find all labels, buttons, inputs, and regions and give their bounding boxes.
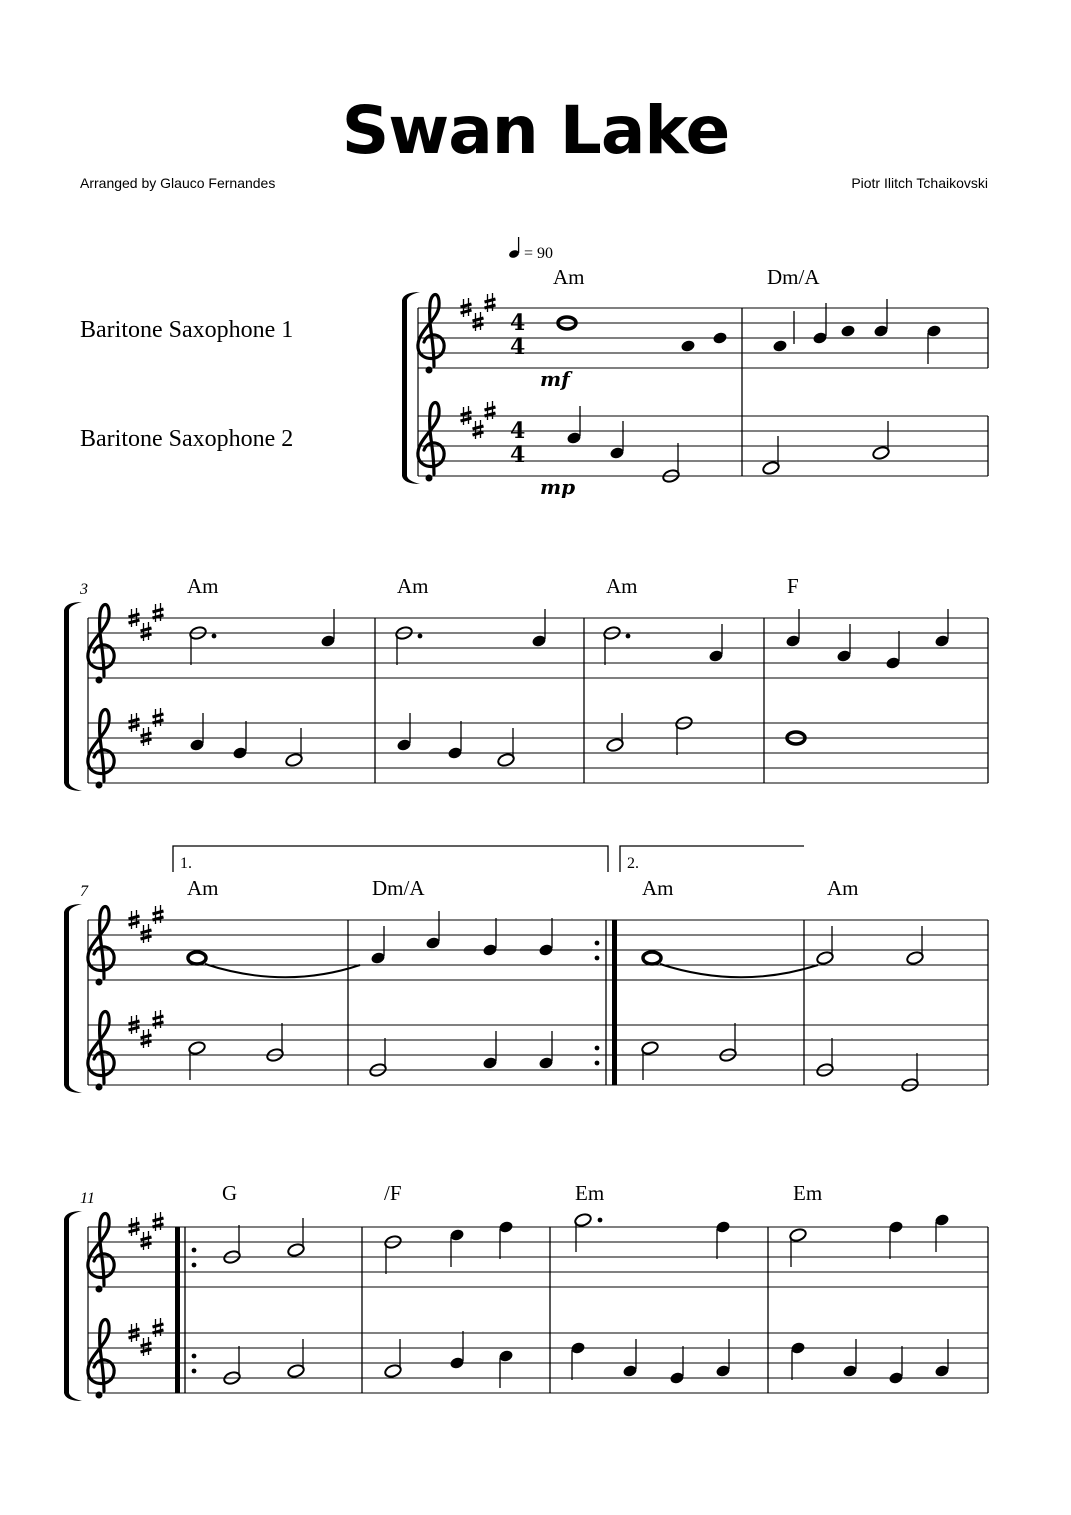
system-3-brace (64, 904, 88, 1093)
chord-symbol: Dm/A (767, 265, 820, 289)
time-sig-bottom-1: 4 (510, 334, 526, 360)
chord-symbol: F (787, 574, 799, 598)
volta-2: 2. (627, 855, 639, 872)
chord-symbols-system-3 (187, 876, 859, 900)
chord-symbol: Em (575, 1181, 605, 1205)
key-signatures-system-4 (129, 1212, 164, 1356)
measure-number: 3 (80, 581, 88, 598)
time-sig-top-2: 4 (510, 418, 526, 444)
dynamics (540, 367, 575, 499)
key-signatures-system-1 (461, 293, 496, 439)
system-4-brace (64, 1211, 88, 1401)
notes-system-3 (188, 911, 925, 1093)
chord-symbols-system-4 (222, 1181, 822, 1205)
system-3 (88, 920, 988, 1085)
instrument-name-2: Baritone Saxophone 2 (80, 426, 294, 452)
tempo-marking (508, 237, 553, 262)
dynamic-mf: mf (540, 367, 570, 391)
notes-system-4 (223, 1212, 950, 1388)
chord-symbol: Em (793, 1181, 823, 1205)
chord-symbol: Am (827, 876, 859, 900)
composer-credit: Piotr Ilitch Tchaikovski (851, 175, 988, 191)
key-signatures-system-2 (129, 603, 164, 746)
clefs-system-4 (88, 1214, 114, 1399)
notes-system-1 (558, 299, 942, 484)
chord-symbol: Am (642, 876, 674, 900)
system-2-brace (64, 602, 88, 791)
dynamic-mp: mp (540, 475, 576, 499)
volta-brackets (173, 846, 804, 872)
time-sig-top-1: 4 (510, 310, 526, 336)
chord-symbol: G (222, 1181, 238, 1205)
instrument-name-1: Baritone Saxophone 1 (80, 317, 294, 343)
chord-symbol: Am (553, 265, 585, 289)
chord-symbol: Am (187, 876, 219, 900)
page-title: Swan Lake (341, 92, 730, 169)
chord-symbol: Dm/A (372, 876, 425, 900)
key-signatures-system-3 (129, 905, 164, 1048)
tempo-text: = 90 (524, 245, 554, 262)
chord-symbol: Am (187, 574, 219, 598)
measure-number: 11 (80, 1190, 95, 1207)
barlines-system-2 (375, 618, 988, 783)
chord-symbols-system-2 (187, 574, 799, 598)
chord-symbols-system-1 (553, 265, 820, 289)
clefs-system-3 (88, 907, 114, 1091)
chord-symbol: /F (384, 1181, 402, 1205)
chord-symbol: Am (397, 574, 429, 598)
measure-number: 7 (80, 883, 88, 900)
volta-1: 1. (180, 855, 192, 872)
time-sig-bottom-2: 4 (510, 442, 526, 468)
chord-symbol: Am (606, 574, 638, 598)
barlines-system-1 (742, 308, 988, 476)
barlines-system-4 (175, 1227, 988, 1393)
barlines-system-3 (348, 920, 988, 1085)
time-signature (510, 310, 525, 468)
system-1 (418, 308, 988, 476)
arranger-credit: Arranged by Glauco Fernandes (80, 175, 276, 191)
clefs-system-2 (88, 605, 114, 789)
